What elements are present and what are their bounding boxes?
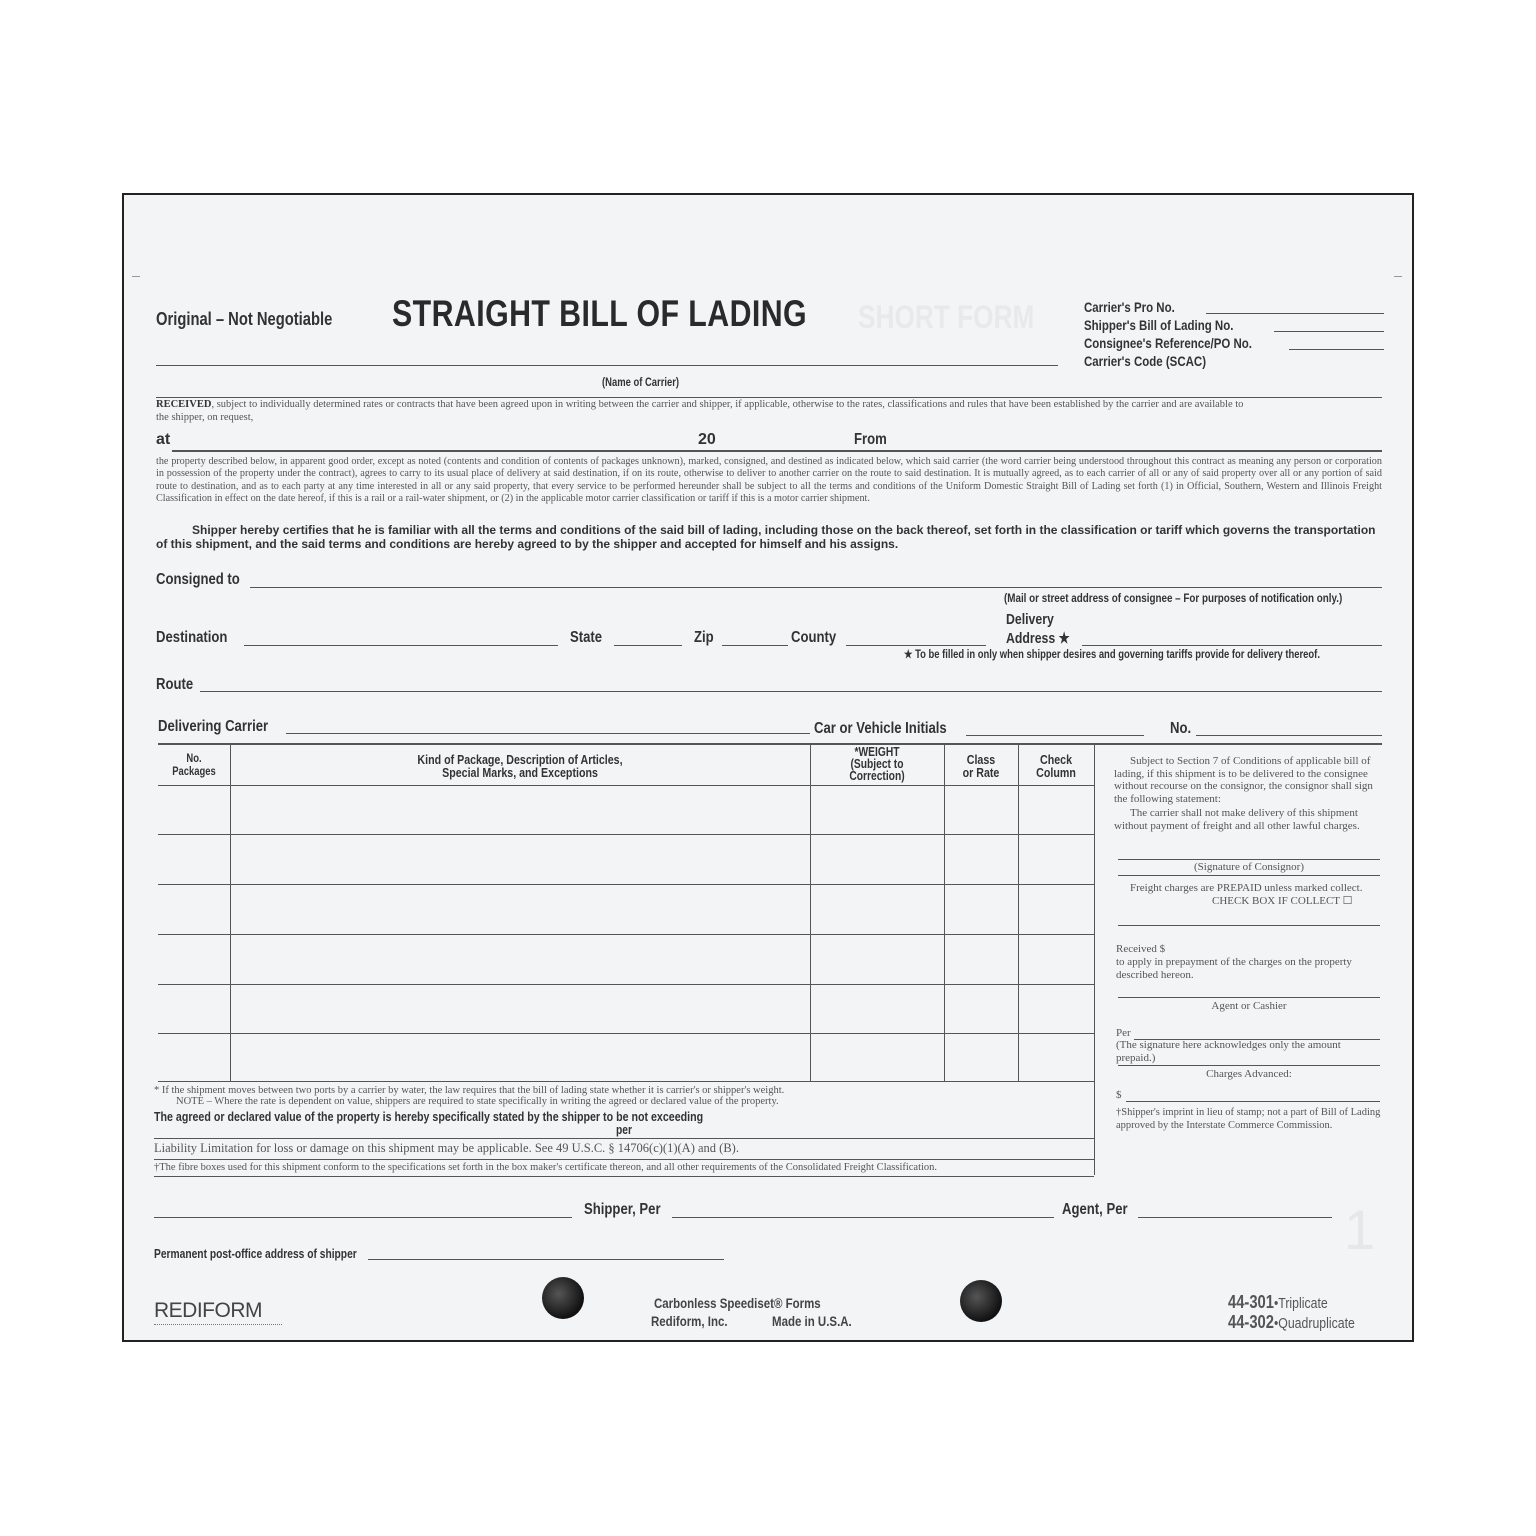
carbonless-product: Carbonless Speediset® Forms [654, 1295, 821, 1311]
table-bottom-border [158, 1081, 1094, 1082]
table-row[interactable] [158, 934, 1094, 935]
zip-field[interactable] [722, 645, 788, 646]
at-label: at [156, 431, 171, 448]
consigned-to-label: Consigned to [156, 571, 240, 588]
declared-per-label: per [616, 1123, 632, 1137]
zip-label: Zip [694, 629, 714, 646]
bill-of-lading-form [122, 193, 1414, 1342]
name-of-carrier-label: (Name of Carrier) [602, 377, 680, 389]
state-field[interactable] [614, 645, 682, 646]
received-text [156, 399, 1256, 424]
delivery-label: Delivery [1006, 611, 1054, 628]
form-code-triplicate [1228, 1292, 1328, 1313]
property-terms-text: the property described below, in apparent good order, except as noted (contents and condition of contents of packages unknown), marked, consigned, and destined as indicated below, which said carrier (the word carrier being understood throughout this contract as meaning any person or corporation in possession of the property under the contract), agrees to carry to its usual place of delivery at said destination, if on its route, otherwise to deliver to another carrier on the route to said destination. It is mutually agreed, as to each carrier of all or any of said property over all or any portion of said route to destination, and as to each party at any time interested in all or any said property, that every service to be performed hereunder shall be subject to all the terms and conditions of the Uniform Domestic Straight Bill of Lading set forth (1) in Official, Southern, Western and Illinois Freight Classification in effect on the date hereof, if this is a rail or a rail-water shipment, or (2) in the applicable motor carrier classification or tariff if this is a motor carrier shipment. [156, 456, 1382, 505]
col-header-weight-line2: (Subject to [850, 757, 904, 771]
agent-cashier-field[interactable] [1118, 997, 1380, 998]
made-in-usa: Made in U.S.A. [772, 1313, 852, 1329]
from-label: From [854, 431, 887, 448]
logo-underline [154, 1324, 282, 1325]
carrier-name-field[interactable] [156, 365, 1058, 366]
destination-label: Destination [156, 629, 228, 646]
delivering-carrier-label: Delivering Carrier [158, 718, 269, 735]
agent-per-field[interactable] [1138, 1217, 1332, 1218]
rediform-logo: REDIFORM [154, 1299, 262, 1322]
tick-mark-right [1394, 276, 1402, 277]
county-label: County [791, 629, 837, 646]
shipper-per-field[interactable] [672, 1217, 1054, 1218]
form-code-quadruplicate [1228, 1312, 1355, 1333]
table-row[interactable] [158, 1033, 1094, 1034]
shipper-certifies-text: Shipper hereby certifies that he is familiar with all the terms and conditions of the said bill of lading, including those on the back thereof, set forth in the classification or tariff which governs the transportation of this shipment, and the said terms and conditions are hereby agreed to by the shipper and accepted for himself and his assigns. [156, 523, 1376, 551]
triplicate-label: •Triplicate [1273, 1295, 1328, 1312]
year-label: 20 [698, 431, 716, 448]
table-header-border [158, 785, 1094, 786]
col-header-check-line2: Column [1036, 765, 1076, 780]
vehicle-no-label: No. [1170, 720, 1192, 737]
company-name: Rediform, Inc. [651, 1313, 728, 1329]
destination-field[interactable] [244, 645, 558, 646]
table-col-divider [810, 745, 811, 1081]
table-row[interactable] [158, 834, 1094, 835]
agent-per-label: Agent, Per [1062, 1201, 1128, 1218]
delivery-address-label: Address ★ [1006, 630, 1070, 647]
carrier-pro-no-label: Carrier's Pro No. [1084, 299, 1175, 315]
col-header-check-line1: Check [1039, 752, 1073, 767]
consignee-ref-label: Consignee's Reference/PO No. [1084, 335, 1252, 351]
shipper-imprint-text: †Shipper's imprint in lieu of stamp; not a part of Bill of Lading approved by the Interstate Commerce Commission. [1116, 1107, 1381, 1131]
apply-prepayment-text: to apply in prepayment of the charges on the property described hereon. [1116, 956, 1352, 981]
delivery-note: ★ To be filled in only when shipper desires and governing tariffs provide for delivery thereof. [904, 649, 1320, 661]
col-header-class [951, 753, 1012, 779]
shipper-signature-field[interactable] [154, 1217, 572, 1218]
col-header-weight [822, 746, 932, 782]
state-label: State [570, 629, 603, 646]
consignor-signature-field[interactable] [1118, 859, 1380, 860]
delivery-address-field[interactable] [1082, 645, 1382, 646]
route-label: Route [156, 676, 194, 693]
per-label-side: Per [1116, 1027, 1131, 1039]
delivering-carrier-field[interactable] [286, 733, 810, 734]
binder-hole [542, 1277, 584, 1319]
permanent-address-label: Permanent post-office address of shipper [154, 1247, 357, 1261]
table-row[interactable] [158, 984, 1094, 985]
divider [1118, 925, 1380, 926]
table-col-divider [944, 745, 945, 1081]
received-body: , subject to individually determined rates or contracts that have been agreed upon in writing between the carrier and shipper, if applicable, otherwise to the rates, classifications and rules that have been established by the carrier and are available to the shipper, on request, [156, 399, 1244, 423]
mail-address-note: (Mail or street address of consignee – For purposes of notification only.) [1004, 591, 1343, 605]
fibre-boxes-note: †The fibre boxes used for this shipment conform to the specifications set forth in the box maker's certificate thereon, and all other requirements of the Consolidated Freight Classification. [154, 1162, 938, 1173]
car-vehicle-initials-label: Car or Vehicle Initials [814, 720, 947, 737]
county-field[interactable] [846, 645, 986, 646]
col-header-packages [164, 753, 223, 779]
shipper-per-label: Shipper, Per [584, 1201, 661, 1218]
table-col-divider [1094, 745, 1095, 1175]
divider [1118, 875, 1380, 876]
divider [1118, 1065, 1380, 1066]
form-code-1: 44-301 [1228, 1292, 1274, 1312]
liability-text: Liability Limitation for loss or damage on this shipment may be applicable. See 49 U.S.C. § 14706(c)(1)(A) and (B). [154, 1141, 739, 1155]
signature-ack-text: (The signature here acknowledges only the amount prepaid.) [1116, 1039, 1341, 1064]
divider [154, 1138, 1094, 1139]
water-carrier-note: * If the shipment moves between two ports by a carrier by water, the law requires that the bill of lading state whether it is carrier's or shipper's weight. [154, 1085, 785, 1096]
divider [154, 1159, 1094, 1160]
quadruplicate-label: •Quadruplicate [1273, 1315, 1355, 1332]
binder-hole [960, 1280, 1002, 1322]
table-col-divider [1018, 745, 1019, 1081]
signature-consignor-label: (Signature of Consignor) [1194, 861, 1304, 873]
dollar-label: $ [1116, 1089, 1122, 1101]
carrier-shall-text: The carrier shall not make delivery of this shipment without payment of freight and all other lawful charges. [1114, 807, 1360, 832]
route-field[interactable] [200, 691, 1382, 692]
col-header-packages-line2: Packages [172, 766, 216, 778]
check-box-collect[interactable]: CHECK BOX IF COLLECT ☐ [1212, 895, 1353, 907]
table-col-divider [230, 745, 231, 1081]
col-header-packages-line1: No. [186, 753, 202, 765]
original-not-negotiable: Original – Not Negotiable [156, 309, 333, 329]
received-heading: RECEIVED [156, 399, 212, 410]
table-top-border [158, 743, 1382, 745]
form-code-2: 44-302 [1228, 1312, 1274, 1332]
vehicle-no-field[interactable] [1196, 735, 1382, 736]
value-note: NOTE – Where the rate is dependent on value, shippers are required to state specifically in writing the agreed or declared value of the property. [176, 1096, 779, 1107]
shipper-bol-no-field[interactable] [1274, 331, 1384, 332]
col-header-kind [282, 753, 758, 779]
agent-cashier-label: Agent or Cashier [1211, 1000, 1287, 1012]
prepaid-text: Freight charges are PREPAID unless marked collect. [1130, 882, 1363, 894]
col-header-kind-line2: Special Marks, and Exceptions [442, 765, 598, 780]
col-header-class-line1: Class [966, 752, 996, 767]
page-number-watermark: 1 [1344, 1198, 1376, 1261]
charges-advanced-field[interactable] [1126, 1101, 1380, 1102]
at-from-field[interactable] [172, 450, 1382, 452]
received-amount-label: Received $ [1116, 943, 1166, 955]
table-row[interactable] [158, 884, 1094, 885]
permanent-address-field[interactable] [368, 1259, 724, 1260]
consigned-to-field[interactable] [250, 587, 1382, 588]
col-header-weight-line1: *WEIGHT [854, 745, 900, 759]
col-header-kind-line1: Kind of Package, Description of Articles, [417, 752, 623, 767]
consignee-ref-field[interactable] [1289, 349, 1384, 350]
short-form-watermark: SHORT FORM [858, 299, 1035, 335]
col-header-check [1025, 753, 1087, 779]
divider [154, 1176, 1094, 1177]
divider [156, 397, 1382, 398]
carrier-pro-no-field[interactable] [1206, 313, 1384, 314]
col-header-class-line2: or Rate [962, 765, 1000, 780]
charges-advanced-label: Charges Advanced: [1206, 1068, 1292, 1080]
carrier-code-label: Carrier's Code (SCAC) [1084, 353, 1207, 369]
car-vehicle-initials-field[interactable] [966, 735, 1144, 736]
section7-text: Subject to Section 7 of Conditions of applicable bill of lading, if this shipment is to be delivered to the consignee without recourse on the consignor, the consignor shall sign the following statement: [1114, 755, 1373, 805]
tick-mark-left [132, 276, 140, 277]
declared-value-text: The agreed or declared value of the property is hereby specifically stated by the shipper to be not exceeding [154, 1109, 704, 1124]
shipper-bol-no-label: Shipper's Bill of Lading No. [1084, 317, 1234, 333]
col-header-weight-line3: Correction) [849, 769, 905, 783]
page-title: STRAIGHT BILL OF LADING [392, 293, 808, 334]
